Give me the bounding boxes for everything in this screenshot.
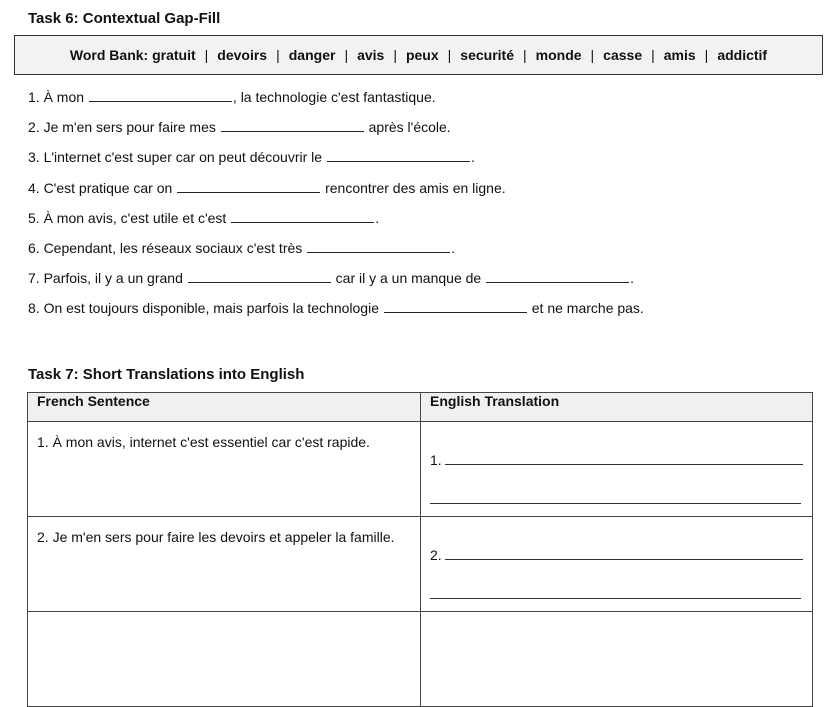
word-bank-word: monde: [535, 47, 582, 63]
english-translation-cell[interactable]: [421, 517, 813, 612]
gap-fill-sentence: [28, 208, 644, 238]
english-translation-cell[interactable]: [421, 422, 813, 517]
answer-blank[interactable]: [486, 268, 629, 283]
answer-blank[interactable]: [384, 298, 527, 313]
word-bank-word: casse: [603, 47, 643, 63]
word-bank-separator: |: [204, 47, 209, 63]
word-bank-separator: |: [344, 47, 349, 63]
word-bank-word: devoirs: [217, 47, 268, 63]
sentence-text: 8. On est toujours disponible, mais parfois la technologie: [28, 300, 383, 317]
word-bank-word: avis: [357, 47, 385, 63]
translation-table: [27, 392, 813, 707]
header-english: English Translation: [421, 393, 813, 422]
answer-line[interactable]: [430, 598, 801, 599]
translation-number: 1.: [430, 452, 442, 468]
french-sentence: 1. À mon avis, internet c'est essentiel car c'est rapide.: [28, 422, 421, 517]
sentence-text: 6. Cependant, les réseaux sociaux c'est très: [28, 239, 307, 256]
answer-blank[interactable]: [307, 238, 450, 253]
answer-line[interactable]: [430, 503, 801, 504]
word-bank-separator: |: [276, 47, 280, 63]
table-header-row: [28, 393, 813, 422]
word-bank-words: [152, 47, 767, 63]
sentence-text: .: [451, 239, 456, 256]
answer-line[interactable]: [445, 464, 803, 465]
sentence-text: 1. À mon: [28, 89, 88, 105]
task6-title: Task 6: Contextual Gap-Fill: [28, 10, 221, 27]
sentence-text: et ne marche pas.: [527, 300, 644, 317]
translation-number: 2.: [430, 547, 442, 563]
sentence-text: .: [630, 270, 634, 287]
gap-fill-sentence: [28, 87, 644, 117]
sentence-text: 4. C'est pratique car on: [28, 179, 177, 196]
table-row: [28, 422, 813, 517]
word-bank-separator: |: [393, 47, 397, 63]
sentence-text: 2. Je m'en sers pour faire mes: [28, 119, 220, 136]
answer-line[interactable]: [445, 559, 803, 560]
word-bank-word: gratuit: [152, 47, 196, 63]
answer-blank[interactable]: [231, 208, 374, 223]
table-row: [28, 517, 813, 612]
word-bank-word: securité: [460, 47, 514, 63]
gap-fill-sentence: [28, 238, 644, 268]
gap-fill-sentence: [28, 147, 644, 177]
sentence-text: .: [470, 149, 475, 166]
french-sentence: 2. Je m'en sers pour faire les devoirs et appeler la famille.: [28, 517, 421, 612]
sentence-text: .: [375, 209, 380, 226]
word-bank-separator: |: [590, 47, 595, 63]
word-bank: [14, 35, 823, 75]
gap-fill-sentence: [28, 268, 644, 298]
gap-fill-sentence: [28, 178, 644, 208]
answer-blank[interactable]: [221, 117, 364, 132]
table-row: [28, 612, 813, 707]
answer-blank[interactable]: [177, 178, 320, 193]
word-bank-word: addictif: [717, 47, 768, 63]
gap-fill-sentences: [28, 87, 644, 329]
answer-blank[interactable]: [188, 268, 331, 283]
gap-fill-sentence: [28, 117, 644, 147]
sentence-text: , la technologie c'est fantastique.: [232, 89, 436, 105]
answer-blank[interactable]: [327, 147, 470, 162]
word-bank-word: danger: [288, 47, 336, 63]
word-bank-label: Word Bank:: [69, 47, 149, 63]
gap-fill-sentence: [28, 298, 644, 328]
sentence-text: 5. À mon avis, c'est utile et c'est: [28, 209, 231, 226]
word-bank-word: peux: [405, 47, 439, 63]
answer-blank[interactable]: [89, 87, 232, 102]
header-french: French Sentence: [28, 393, 421, 422]
task7-title: Task 7: Short Translations into English: [28, 366, 305, 383]
english-translation-cell[interactable]: [421, 612, 813, 707]
french-sentence: [28, 612, 421, 707]
sentence-text: 7. Parfois, il y a un grand: [28, 270, 187, 287]
word-bank-separator: |: [651, 47, 655, 63]
word-bank-separator: |: [523, 47, 527, 63]
word-bank-separator: |: [704, 47, 709, 63]
sentence-text: car il y a un manque de: [331, 270, 486, 287]
word-bank-separator: |: [447, 47, 452, 63]
word-bank-word: amis: [663, 47, 696, 63]
sentence-text: après l'école.: [364, 119, 451, 136]
sentence-text: 3. L'internet c'est super car on peut découvrir le: [28, 149, 326, 166]
sentence-text: rencontrer des amis en ligne.: [321, 179, 506, 196]
